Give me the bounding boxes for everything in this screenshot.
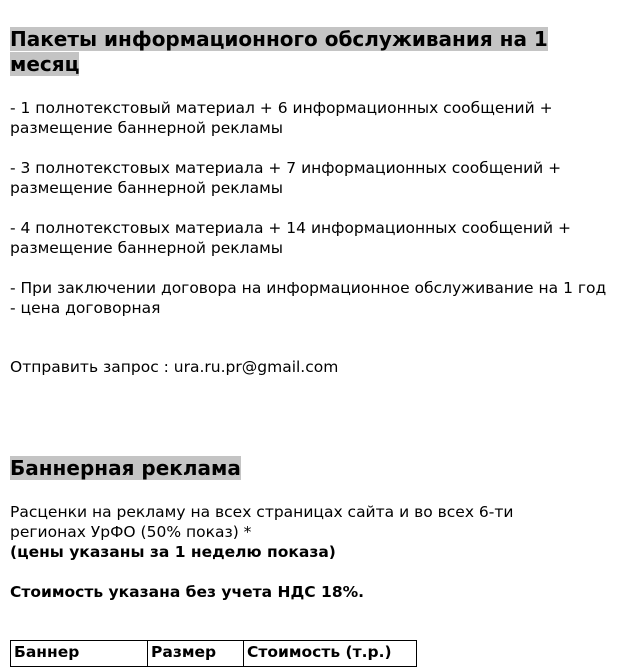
header-cost: Стоимость (т.р.) — [244, 641, 417, 667]
table-header-row — [11, 641, 417, 667]
packages-heading — [10, 27, 610, 77]
header-banner: Баннер — [11, 641, 148, 667]
package-item-4: - При заключении договора на информационное обслуживание на 1 год - цена договорная — [10, 279, 607, 317]
banner-price-table — [10, 640, 417, 667]
request-label: Отправить запрос : — [10, 358, 174, 376]
package-item-1: - 1 полнотекстовый материал + 6 информационных сообщений + размещение баннерной рекламы — [10, 99, 553, 137]
packages-title: Пакеты информационного обслуживания на 1 месяц — [10, 27, 548, 76]
vat-note: Стоимость указана без учета НДС 18%. — [10, 583, 365, 601]
banner-title: Баннерная реклама — [10, 456, 241, 480]
header-size: Размер — [148, 641, 244, 667]
banner-description: Расценки на рекламу на всех страницах сайта и во всех 6-ти регионах УрФО (50% показ) * — [10, 503, 514, 541]
banner-price-note: (цены указаны за 1 неделю показа) — [10, 543, 336, 561]
package-item-3: - 4 полнотекстовых материала + 14 информационных сообщений + размещение баннерной рекламы — [10, 219, 572, 257]
request-email-link[interactable]: ura.ru.pr@gmail.com — [173, 358, 339, 376]
banner-heading — [10, 456, 610, 481]
request-line — [10, 357, 616, 377]
package-item-2: - 3 полнотекстовых материала + 7 информационных сообщений + размещение баннерной рекламы — [10, 159, 562, 197]
